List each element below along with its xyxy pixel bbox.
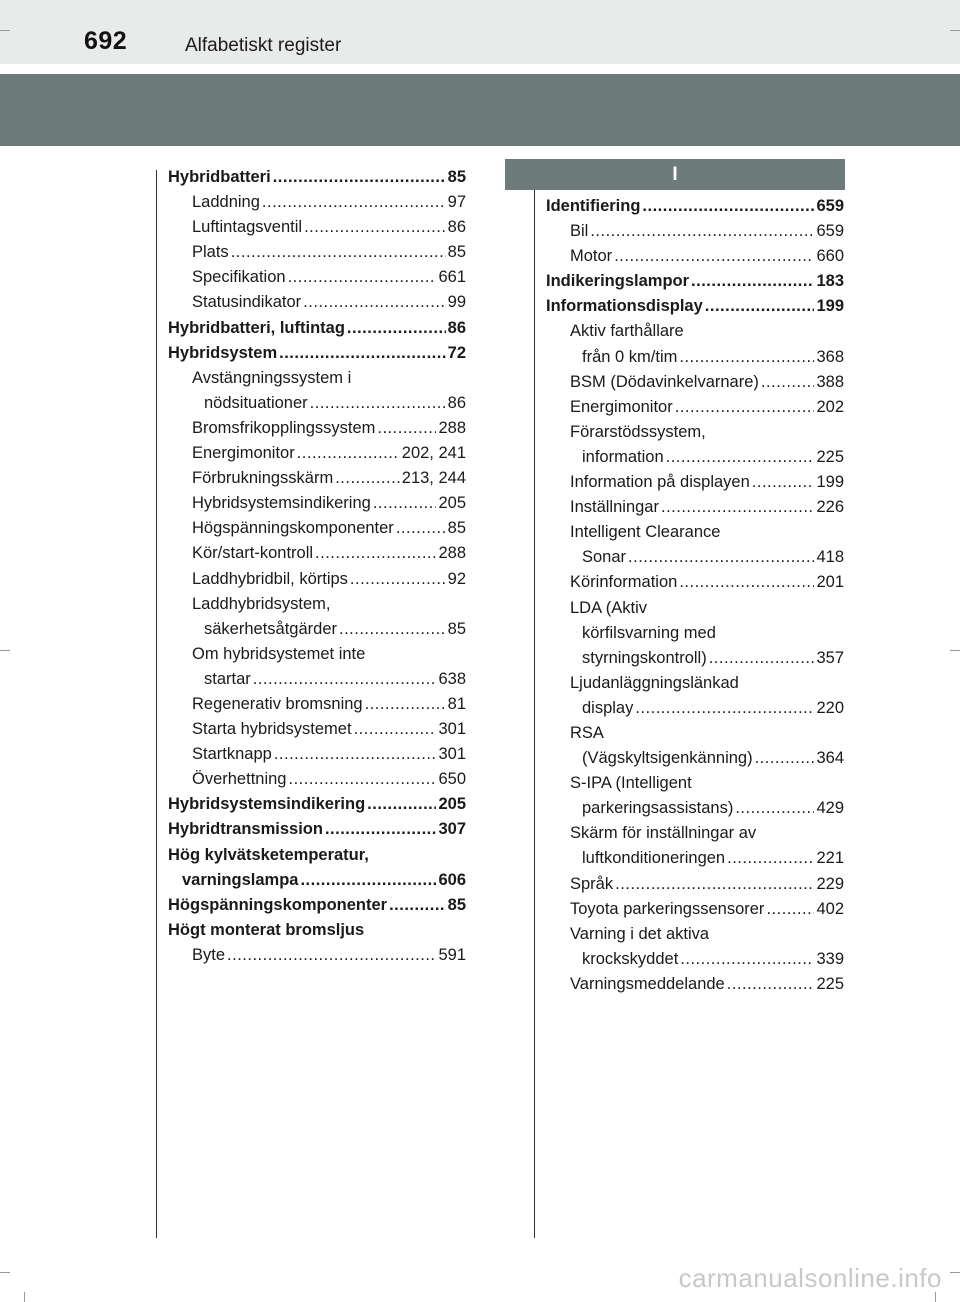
page-reference: 202 [816, 397, 844, 416]
page-reference: 339 [816, 949, 844, 968]
index-entry [546, 319, 844, 344]
index-entry [168, 491, 466, 516]
index-entry [168, 767, 466, 792]
page-reference: 97 [447, 193, 466, 212]
dot-leader [231, 240, 446, 265]
index-column-right [546, 194, 844, 997]
page-reference: 591 [438, 945, 466, 964]
index-entry [546, 194, 844, 219]
page-reference: 85 [447, 243, 466, 262]
page-reference: 307 [438, 820, 466, 839]
index-entry [168, 817, 466, 842]
dot-leader [590, 219, 814, 244]
index-entry [546, 495, 844, 520]
index-entry [546, 646, 844, 671]
dot-leader [752, 470, 815, 495]
index-term: Hybridsystemsindikering [168, 795, 366, 814]
index-term: Kör/start-kontroll [192, 544, 314, 563]
index-column-left [168, 165, 466, 968]
index-entry [546, 821, 844, 846]
index-entry [168, 165, 466, 190]
page-reference: 364 [816, 749, 844, 768]
page-reference: 606 [438, 870, 466, 889]
watermark: carmanualsonline.info [678, 1263, 942, 1293]
dot-leader [300, 868, 436, 893]
page-reference: 638 [438, 669, 466, 688]
page-reference: 301 [438, 745, 466, 764]
page-title: Alfabetiskt register [185, 35, 342, 56]
index-entry [168, 341, 466, 366]
index-entry [168, 215, 466, 240]
index-term: parkeringsassistans) [582, 799, 734, 818]
index-entry [168, 692, 466, 717]
page-reference: 86 [447, 393, 466, 412]
dot-leader [396, 516, 446, 541]
index-term: Laddning [192, 193, 260, 212]
index-entry [168, 316, 466, 341]
index-entry [168, 717, 466, 742]
page-reference: 72 [447, 343, 466, 362]
page-reference: 288 [438, 418, 466, 437]
page-reference: 201 [816, 573, 844, 592]
crop-mark [950, 650, 960, 651]
dot-leader [304, 215, 446, 240]
dot-leader [679, 570, 814, 595]
page-reference: 650 [438, 770, 466, 789]
index-entry [546, 922, 844, 947]
dot-leader [288, 767, 436, 792]
page-reference: 213, 244 [401, 469, 466, 488]
index-term: Skärm för inställningar av [570, 824, 757, 843]
dot-leader [347, 316, 446, 341]
page-reference: 225 [816, 447, 844, 466]
index-term: LDA (Aktiv [570, 598, 648, 617]
dot-leader [325, 817, 437, 842]
index-term: Luftintagsventil [192, 218, 303, 237]
index-term: körfilsvarning med [582, 623, 716, 642]
dot-leader [303, 290, 445, 315]
index-entry [168, 792, 466, 817]
index-term: Varning i det aktiva [570, 924, 710, 943]
section-letter-header: I [505, 159, 845, 190]
page-reference: 86 [447, 218, 466, 237]
dot-leader [339, 617, 446, 642]
index-entry [546, 846, 844, 871]
index-term: luftkonditioneringen [582, 849, 726, 868]
dot-leader [297, 441, 400, 466]
dot-leader [661, 495, 814, 520]
index-entry [546, 796, 844, 821]
index-entry [168, 742, 466, 767]
index-term: Hybridbatteri [168, 168, 271, 186]
page-reference: 86 [447, 318, 466, 337]
index-term: Energimonitor [570, 397, 673, 416]
index-term: Startknapp [192, 745, 272, 764]
index-entry [546, 219, 844, 244]
dot-leader [350, 567, 446, 592]
index-term: säkerhetsåtgärder [204, 619, 337, 638]
index-term: Byte [192, 945, 226, 964]
dot-leader [310, 391, 446, 416]
index-entry [546, 545, 844, 570]
dot-leader [367, 792, 436, 817]
index-entry [168, 943, 466, 968]
index-entry [546, 370, 844, 395]
index-term: från 0 km/tim [582, 347, 678, 366]
index-term: Starta hybridsystemet [192, 720, 352, 739]
index-entry [546, 570, 844, 595]
page-reference: 85 [447, 895, 466, 914]
index-entry [546, 596, 844, 621]
index-entry [168, 416, 466, 441]
page-reference: 92 [447, 569, 466, 588]
page-reference: 368 [816, 347, 844, 366]
dot-leader [709, 646, 815, 671]
dot-leader [642, 194, 814, 219]
index-entry [168, 617, 466, 642]
page-reference: 81 [447, 694, 466, 713]
dot-leader [273, 165, 446, 190]
index-entry [546, 872, 844, 897]
index-term: RSA [570, 723, 604, 742]
index-entry [168, 642, 466, 667]
page-reference: 202, 241 [401, 444, 466, 463]
page-reference: 429 [816, 799, 844, 818]
index-term: styrningskontroll) [582, 648, 707, 667]
index-term: Hybridtransmission [168, 820, 323, 839]
index-entry [546, 721, 844, 746]
page-reference: 659 [816, 197, 844, 215]
crop-mark [0, 30, 10, 31]
page-reference: 85 [447, 168, 466, 186]
index-entry [546, 294, 844, 319]
index-term: startar [204, 669, 251, 688]
index-term: Regenerativ bromsning [192, 694, 363, 713]
dot-leader [666, 445, 815, 470]
page-reference: 301 [438, 720, 466, 739]
index-term: Bromsfrikopplingssystem [192, 418, 376, 437]
index-term: Förbrukningsskärm [192, 469, 334, 488]
index-term: Information på displayen [570, 473, 750, 492]
index-entry [546, 947, 844, 972]
index-term: Högspänningskomponenter [168, 895, 388, 914]
index-term: Toyota parkeringssensorer [570, 899, 765, 918]
dot-leader [679, 345, 814, 370]
index-term: Avstängningssystem i [192, 368, 352, 387]
index-entry [168, 190, 466, 215]
index-entry [546, 621, 844, 646]
index-entry [168, 843, 466, 868]
index-term: Sonar [582, 548, 627, 567]
page-reference: 99 [447, 293, 466, 312]
index-entry [168, 516, 466, 541]
index-term: Hög kylvätsketemperatur, [168, 845, 369, 864]
index-term: Laddhybridsystem, [192, 594, 331, 613]
index-term: Ljudanläggningslänkad [570, 673, 739, 692]
page-reference: 205 [438, 795, 466, 814]
dot-leader [335, 466, 400, 491]
page-reference: 221 [816, 849, 844, 868]
dot-leader [727, 972, 815, 997]
index-entry [546, 520, 844, 545]
dot-leader [377, 416, 436, 441]
index-term: (Vägskyltsigenkänning) [582, 749, 753, 768]
page-reference: 183 [816, 272, 844, 291]
page-reference: 85 [447, 519, 466, 538]
index-entry [546, 746, 844, 771]
crop-mark [950, 1272, 960, 1273]
page-reference: 288 [438, 544, 466, 563]
dot-leader [727, 846, 814, 871]
page-reference: 199 [816, 297, 844, 316]
index-term: Energimonitor [192, 444, 295, 463]
dot-leader [628, 545, 814, 570]
dot-leader [274, 742, 437, 767]
dot-leader [354, 717, 437, 742]
index-entry [546, 269, 844, 294]
dot-leader [389, 893, 446, 918]
index-term: Informationsdisplay [546, 297, 703, 316]
page-reference: 225 [816, 974, 844, 993]
index-term: Högt monterat bromsljus [168, 920, 365, 939]
index-term: Om hybridsystemet inte [192, 644, 366, 663]
index-term: Hybridsystem [168, 343, 278, 362]
index-entry [546, 345, 844, 370]
index-term: Plats [192, 243, 229, 262]
index-entry [168, 366, 466, 391]
dot-leader [279, 341, 446, 366]
page-reference: 85 [447, 619, 466, 638]
crop-mark [0, 1272, 10, 1273]
dot-leader [288, 265, 437, 290]
index-entry [168, 541, 466, 566]
page-reference: 660 [816, 247, 844, 266]
index-term: Språk [570, 874, 614, 893]
index-entry [168, 667, 466, 692]
index-entry [168, 868, 466, 893]
dot-leader [680, 947, 814, 972]
index-entry [168, 567, 466, 592]
dot-leader [635, 696, 814, 721]
index-term: Körinformation [570, 573, 678, 592]
index-term: krockskyddet [582, 949, 679, 968]
dot-leader [227, 943, 436, 968]
dot-leader [675, 395, 815, 420]
index-term: Inställningar [570, 498, 659, 517]
page-number: 692 [84, 27, 128, 55]
index-term: Hybridbatteri, luftintag [168, 318, 345, 337]
index-entry [168, 893, 466, 918]
dot-leader [755, 746, 815, 771]
column-rule-right [534, 190, 535, 1238]
header-banner [0, 74, 960, 146]
index-entry [546, 671, 844, 696]
dot-leader [365, 692, 446, 717]
index-term: varningslampa [182, 870, 299, 889]
index-term: Identifiering [546, 197, 641, 215]
index-term: information [582, 447, 664, 466]
index-entry [546, 395, 844, 420]
index-term: Aktiv farthållare [570, 322, 684, 341]
dot-leader [315, 541, 436, 566]
index-entry [546, 696, 844, 721]
index-entry [168, 391, 466, 416]
page-reference: 659 [816, 222, 844, 241]
index-term: Högspänningskomponenter [192, 519, 394, 538]
dot-leader [373, 491, 437, 516]
index-entry [546, 420, 844, 445]
crop-mark [24, 1292, 25, 1302]
dot-leader [705, 294, 815, 319]
index-entry [168, 592, 466, 617]
dot-leader [262, 190, 446, 215]
index-term: BSM (Dödavinkelvarnare) [570, 372, 759, 391]
index-term: nödsituationer [204, 393, 308, 412]
page-reference: 418 [816, 548, 844, 567]
index-term: display [582, 698, 634, 717]
index-entry [546, 445, 844, 470]
index-entry [168, 441, 466, 466]
page-reference: 220 [816, 698, 844, 717]
dot-leader [691, 269, 814, 294]
crop-mark [950, 30, 960, 31]
dot-leader [615, 872, 814, 897]
dot-leader [761, 370, 815, 395]
index-term: Överhettning [192, 770, 287, 789]
page-reference: 205 [438, 494, 466, 513]
dot-leader [614, 244, 814, 269]
index-term: Specifikation [192, 268, 286, 287]
dot-leader [766, 897, 814, 922]
index-term: Intelligent Clearance [570, 523, 721, 542]
page-reference: 357 [816, 648, 844, 667]
index-term: Bil [570, 222, 589, 241]
page-reference: 229 [816, 874, 844, 893]
index-term: S-IPA (Intelligent [570, 774, 692, 793]
page-reference: 388 [816, 372, 844, 391]
index-entry [168, 466, 466, 491]
dot-leader [253, 667, 437, 692]
index-term: Laddhybridbil, körtips [192, 569, 348, 588]
dot-leader [735, 796, 814, 821]
index-entry [546, 972, 844, 997]
crop-mark [0, 650, 10, 651]
index-entry [546, 771, 844, 796]
index-term: Hybridsystemsindikering [192, 494, 371, 513]
index-term: Förarstödssystem, [570, 422, 706, 441]
page-reference: 226 [816, 498, 844, 517]
index-entry [168, 265, 466, 290]
index-entry [168, 240, 466, 265]
index-entry [168, 290, 466, 315]
index-term: Indikeringslampor [546, 272, 690, 291]
index-entry [546, 470, 844, 495]
column-rule-left [156, 170, 157, 1238]
index-term: Motor [570, 247, 613, 266]
index-term: Statusindikator [192, 293, 302, 312]
page-header [0, 0, 960, 64]
page-reference: 661 [438, 268, 466, 287]
index-entry [546, 897, 844, 922]
index-entry [546, 244, 844, 269]
page-reference: 199 [816, 473, 844, 492]
index-term: Varningsmeddelande [570, 974, 725, 993]
index-entry [168, 918, 466, 943]
page-reference: 402 [816, 899, 844, 918]
